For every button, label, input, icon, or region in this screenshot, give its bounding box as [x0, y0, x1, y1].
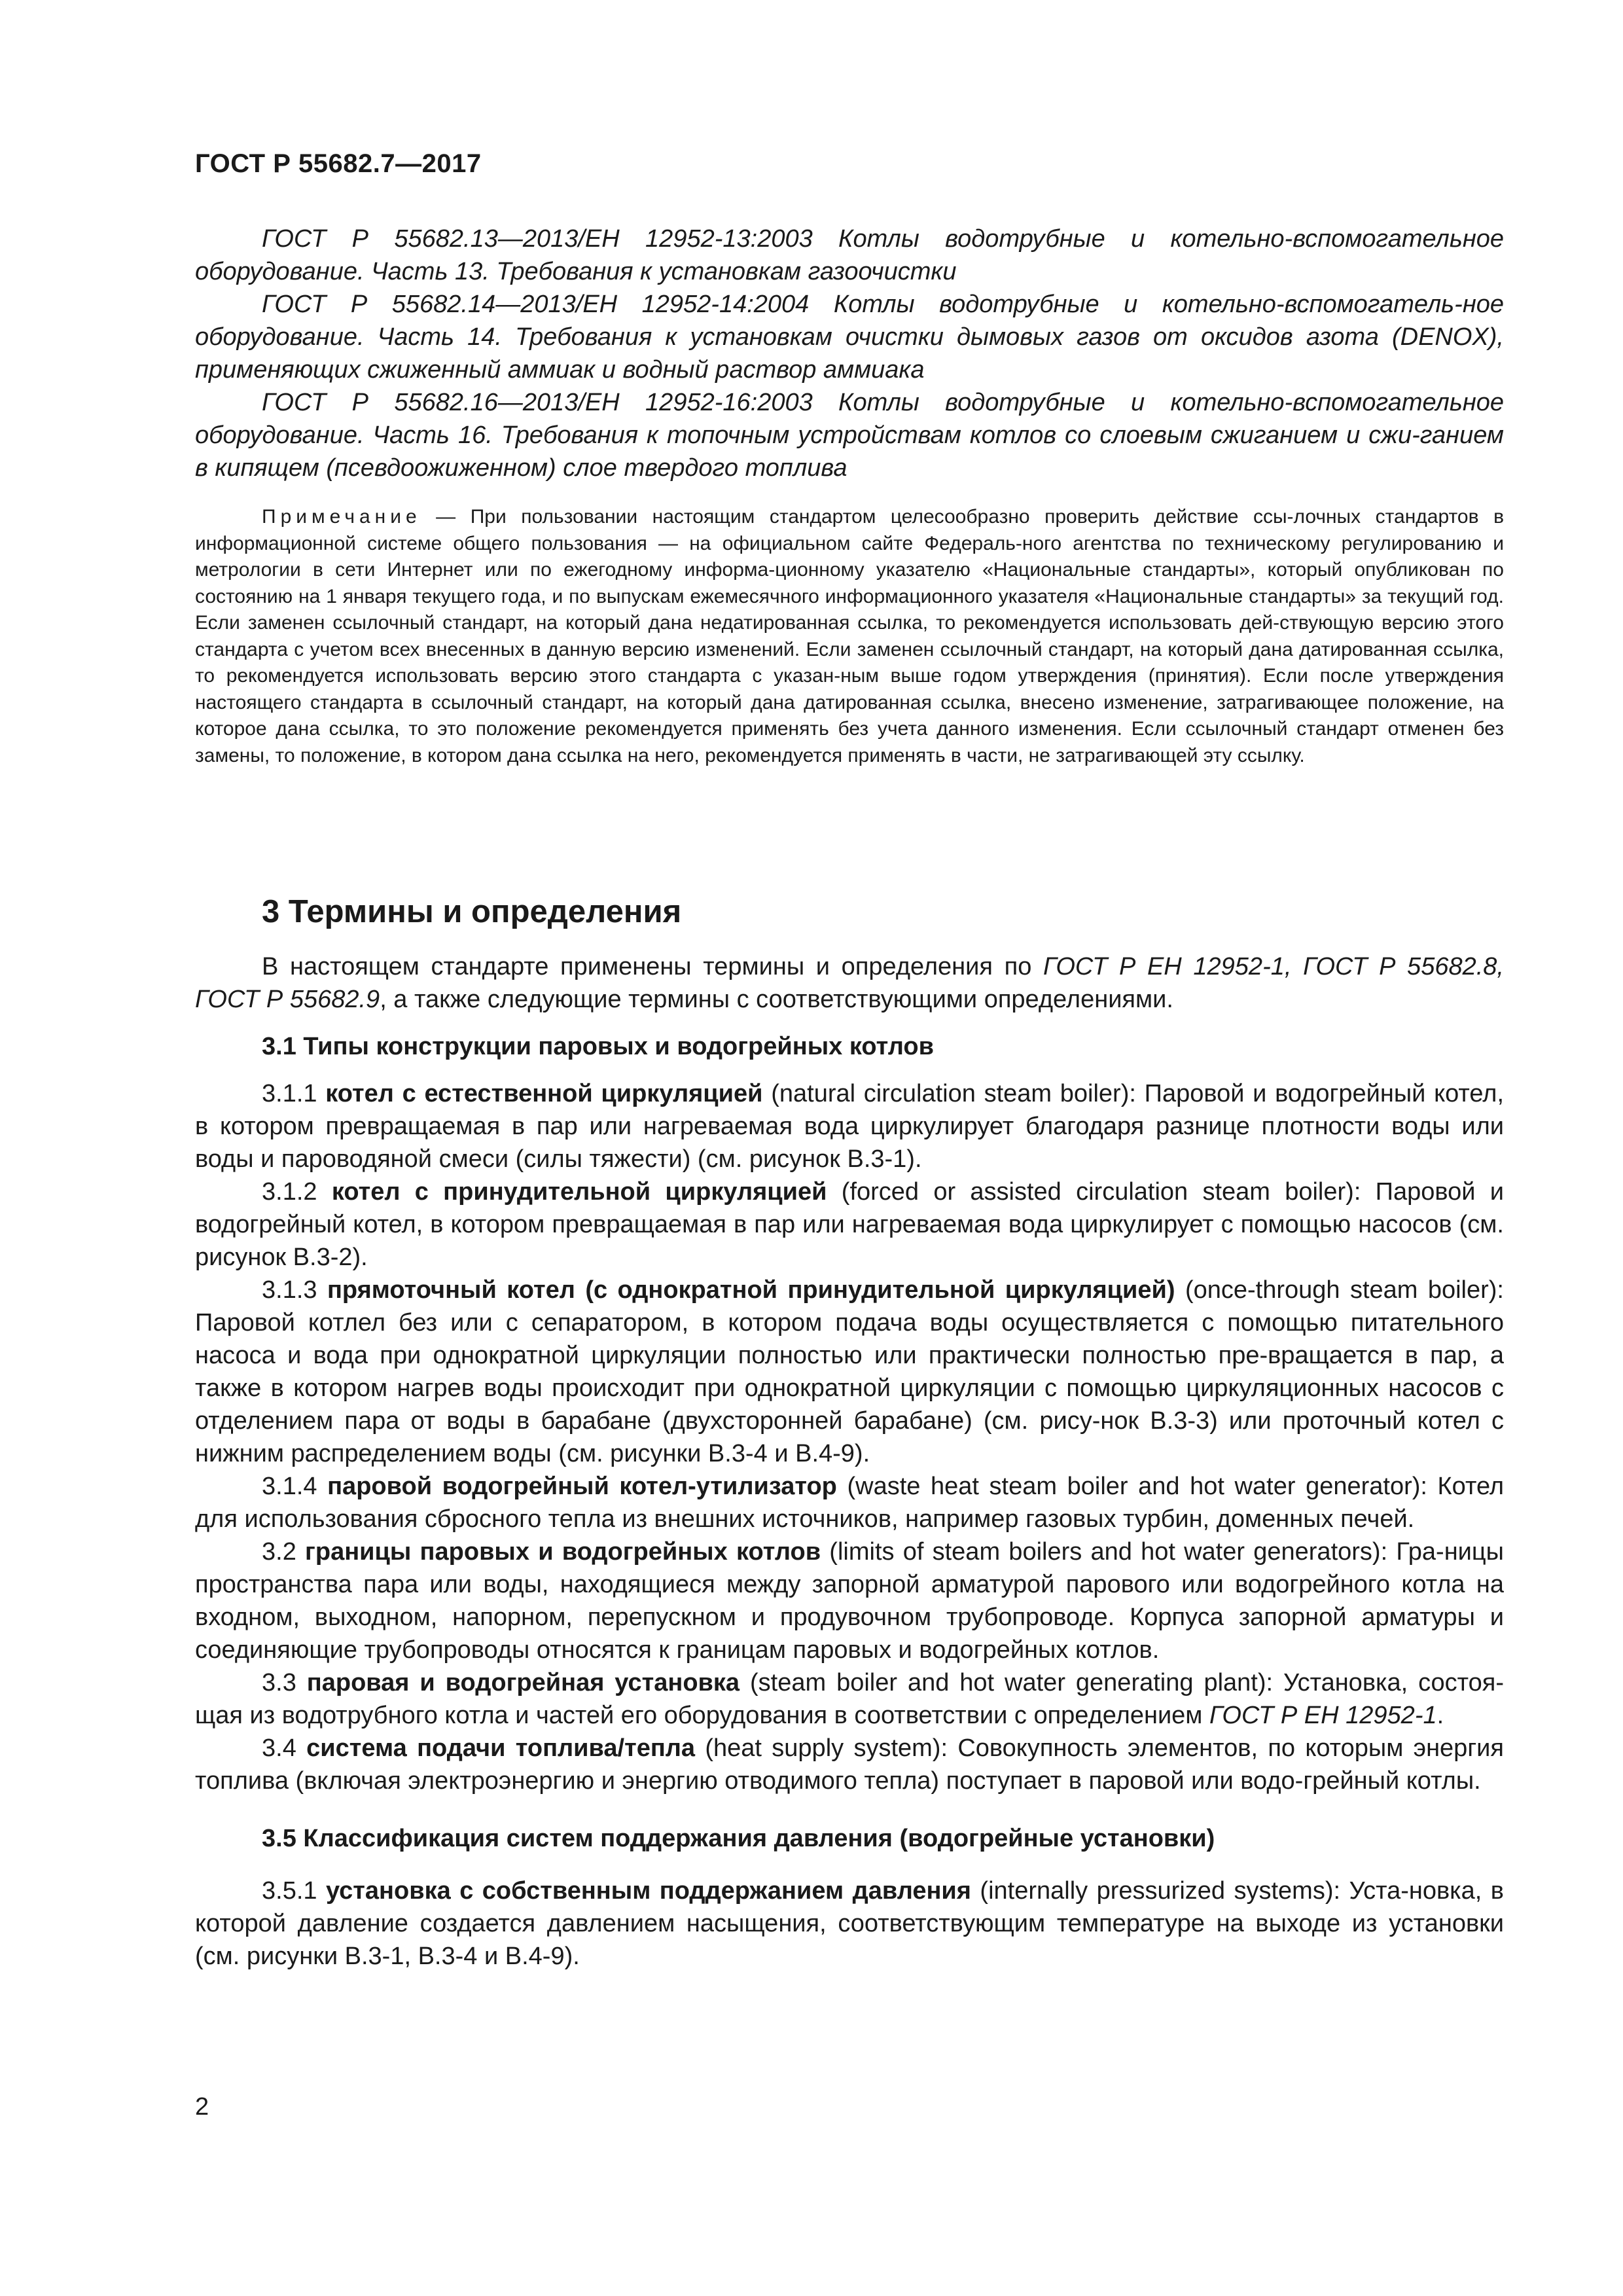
term-definition: (heat supply system): Совокупность элементов, по которым энергия топлива (включая электроэнергию и энергию отводимого тепла) поступает в паровой или водо-грейный котлы.: [195, 1734, 1504, 1795]
subsection-title: 3.5 Классификация систем поддержания давления (водогрейные установки): [262, 1825, 1215, 1852]
note-dash: —: [421, 506, 471, 528]
term-number: 3.4: [262, 1734, 307, 1762]
document-header: ГОСТ Р 55682.7—2017: [195, 149, 482, 178]
term-definition: (waste heat steam boiler and hot water generator): Котел для использования сбросного тепла из внешних источников, например газовых турбин, доменных печей.: [195, 1473, 1505, 1533]
term-definition: (limits of steam boilers and hot water generators): Гра-ницы пространства пара или воды, находящиеся между запорной арматурой парового или водогрейного котла на входном, выходном, напорном, перепускном и продувочном трубопроводе. Корпуса запорной арматуры и соединяющие трубопроводы относятся к границам паровых и водогрейных котлов.: [195, 1538, 1504, 1664]
term-paragraph: [195, 1535, 1504, 1666]
reference-item: ГОСТ Р 55682.13—2013/ЕН 12952-13:2003 Котлы водотрубные и котельно-вспомогательное оборудование. Часть 13. Требования к установкам газоочистки: [195, 225, 1504, 285]
term-definition: (natural circulation steam boiler): Паровой и водогрейный котел, в котором превращаемая в пар или нагреваемая вода циркулирует благодаря разнице плотности воды или воды и пароводяной смеси (силы тяжести) (см. рисунок В.3-1).: [195, 1080, 1505, 1173]
intro-text: В настоящем стандарте применены термины и определения по: [262, 953, 1043, 980]
intro-refs: ГОСТ Р ЕН 12952-1, ГОСТ Р 55682.8, ГОСТ Р 55682.9: [195, 953, 1504, 1013]
term-number: 3.2: [262, 1538, 306, 1566]
section-body: [195, 950, 1504, 1973]
page-number: 2: [195, 2093, 209, 2121]
term-name: установка с собственным поддержанием давления: [325, 1877, 971, 1905]
term-name: границы паровых и водогрейных котлов: [305, 1538, 821, 1566]
section-intro: [195, 950, 1504, 1016]
term-paragraph: [195, 1175, 1504, 1274]
note-paragraph: [195, 504, 1504, 769]
term-number: 3.1.4: [262, 1473, 328, 1500]
subsection-title: 3.1 Типы конструкции паровых и водогрейных котлов: [262, 1033, 934, 1060]
note-label: Примечание: [262, 506, 421, 528]
term-name: система подачи топлива/тепла: [306, 1734, 696, 1762]
reference-item: ГОСТ Р 55682.16—2013/ЕН 12952-16:2003 Котлы водотрубные и котельно-вспомогательное оборудование. Часть 16. Требования к топочным устройствам котлов со слоевым сжиганием и сжи-ганием в кипящем (псевдоожиженном) слое твердого топлива: [195, 389, 1504, 482]
intro-text-end: , а также следующие термины с соответствующими определениями.: [380, 986, 1173, 1013]
term-number: 3.1.1: [262, 1080, 326, 1107]
term-number: 3.1.2: [262, 1178, 332, 1206]
term-paragraph: [195, 1274, 1504, 1470]
term-name: паровой водогрейный котел-утилизатор: [327, 1473, 837, 1500]
term-reference: ГОСТ Р ЕН 12952-1: [1209, 1702, 1437, 1729]
section-title: 3 Термины и определения: [262, 894, 682, 929]
reference-item: ГОСТ Р 55682.14—2013/ЕН 12952-14:2004 Котлы водотрубные и котельно-вспомогатель-ное оборудование. Часть 14. Требования к установкам очистки дымовых газов от оксидов азота (DENOX), применяющих сжиженный аммиак и водный раствор аммиака: [195, 291, 1504, 384]
term-number: 3.5.1: [262, 1877, 326, 1905]
references-list: [195, 223, 1504, 484]
term-number: 3.1.3: [262, 1276, 327, 1304]
term-name: котел с естественной циркуляцией: [325, 1080, 763, 1107]
term-paragraph: [195, 1470, 1504, 1535]
term-name: прямоточный котел (с однократной принудительной циркуляцией): [327, 1276, 1175, 1304]
term-paragraph: [195, 1077, 1504, 1175]
term-paragraph: [195, 1666, 1504, 1732]
term-name: котел с принудительной циркуляцией: [331, 1178, 827, 1206]
note-text: При пользовании настоящим стандартом целесообразно проверить действие ссы-лочных стандартов в информационной системе общего пользования — на официальном сайте Федераль-ного агентства по техническому регулированию и метрологии в сети Интернет или по ежегодному информа-ционному указателю «Национальные стандарты», который опубликован по состоянию на 1 января текущего года, и по выпускам ежемесячного информационного указателя «Национальные стандарты» за текущий год. Если заменен ссылочный стандарт, на который дана недатированная ссылка, то рекомендуется использовать дей-ствующую версию этого стандарта с учетом всех внесенных в данную версию изменений. Если заменен ссылочный стандарт, на который дана датированная ссылка, то рекомендуется использовать версию этого стандарта с указан-ным выше годом утверждения (принятия). Если после утверждения настоящего стандарта в ссылочный стандарт, на который дана датированная ссылка, внесено изменение, затрагивающее положение, на которое дана ссылка, то это положение рекомендуется применять без учета данного изменения. Если ссылочный стандарт отменен без замены, то положение, в котором дана ссылка на него, рекомендуется применять в части, не затрагивающей эту ссылку.: [195, 506, 1505, 766]
term-definition: (steam boiler and hot water generating plant): Установка, состоя-щая из водотрубного котла и частей его оборудования в соответствии с определением: [195, 1669, 1504, 1729]
term-name: паровая и водогрейная установка: [306, 1669, 740, 1696]
term-number: 3.3: [262, 1669, 307, 1696]
term-definition: (once-through steam boiler): Паровой котлел без или с сепаратором, в котором подача воды осуществляется с помощью питательного насоса и вода при однократной циркуляции полностью или практически полностью пре-вращается в пар, а также в котором нагрев воды происходит при однократной циркуляции с помощью циркуляционных насосов с отделением пара от воды в барабане (двухсторонней барабане) (см. рису-нок В.3-3) или проточный котел с нижним распределением воды (см. рисунки В.3-4 и В.4-9).: [195, 1276, 1504, 1467]
term-end: .: [1436, 1702, 1444, 1729]
term-paragraph: [195, 1732, 1504, 1797]
term-definition: (internally pressurized systems): Уста-новка, в которой давление создается давлением насыщения, соответствующим температуре на выходе из установки (см. рисунки В.3-1, В.3-4 и В.4-9).: [195, 1877, 1504, 1970]
term-paragraph: [195, 1874, 1504, 1973]
term-definition: (forced or assisted circulation steam boiler): Паровой и водогрейный котел, в котором превращаемая в пар или нагреваемая вода циркулирует с помощью насосов (см. рисунок В.3-2).: [195, 1178, 1505, 1271]
note-block: [195, 504, 1504, 769]
